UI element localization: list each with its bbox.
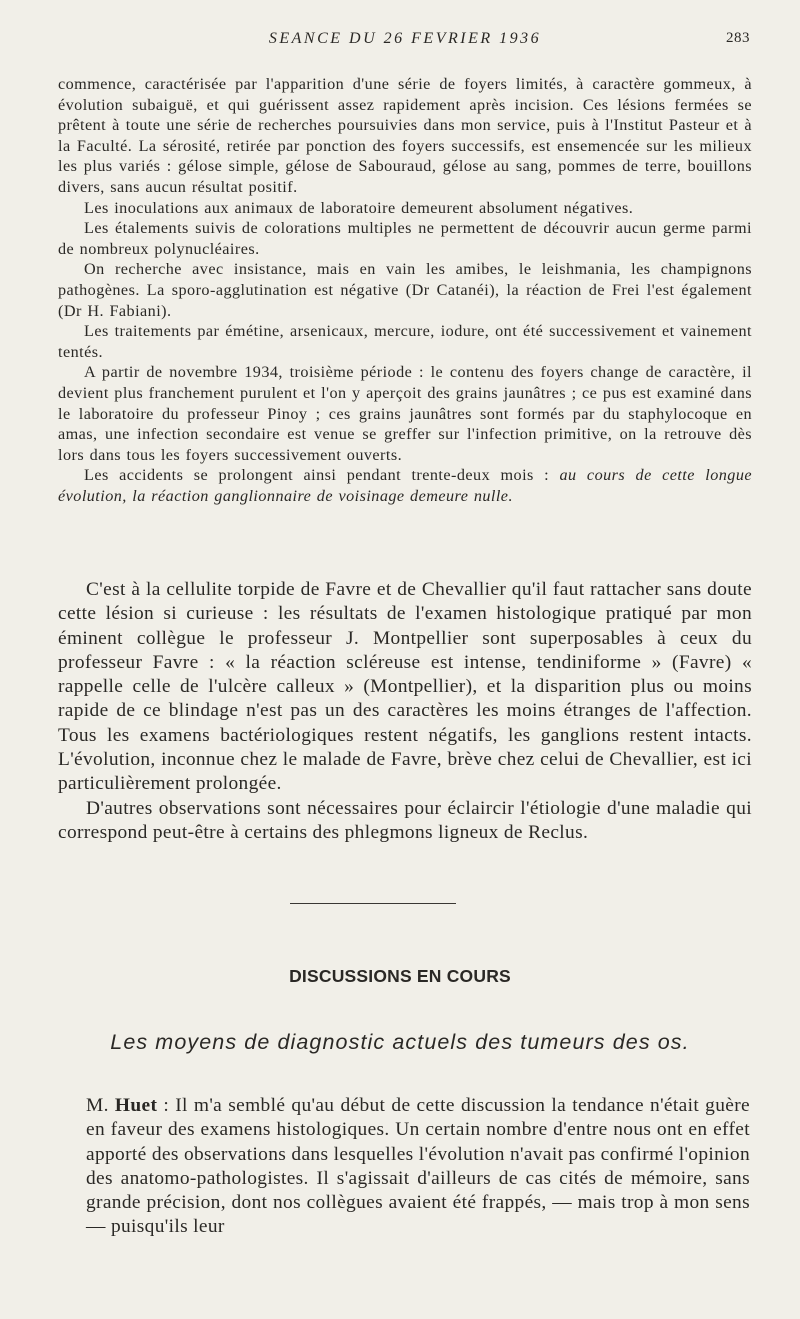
paragraph: C'est à la cellulite torpide de Favre et de Chevallier qu'il faut rattacher sans doute cette lésion si curieuse : les résultats de l'examen histologique pratiqué par mon éminent collègue le professeur J. Montpellier sont superposables à ceux du professeur Favre : « la réaction scléreuse est intense, tendiniforme » (Favre) « rappelle celle de l'ulcère calleux » (Montpellier), et la disparition plus ou moins rapide de ce blindage n'est pas un des caractères les moins étranges de l'affection. Tous les examens bactériologiques restent négatifs, les ganglions restent intacts. L'évolution, inconnue chez le malade de Favre, brève chez celui de Chevallier, est ici particulièrement prolongée. — [58, 579, 752, 795]
subsection-title: Les moyens de diagnostic actuels des tumeurs des os. — [110, 1030, 690, 1054]
running-head — [60, 30, 750, 52]
speaker-name: Huet — [114, 1095, 158, 1116]
speaker-prefix: M. — [86, 1095, 115, 1116]
paragraph: D'autres observations sont nécessaires pour éclaircir l'étiologie d'une maladie qui correspond peut-être à certains des phlegmons ligneux de Reclus. — [58, 797, 752, 843]
paragraph — [86, 1094, 750, 1240]
paragraph: On recherche avec insistance, mais en vain les amibes, le leishmania, les champignons pathogènes. La sporo-agglutination est négative (Dr Catanéi), la réaction de Frei l'est également (Dr H. Fabiani). — [58, 260, 752, 320]
page-number: 283 — [726, 30, 750, 46]
paragraph-text: Les accidents se prolongent ainsi pendant trente-deux mois : — [84, 466, 560, 485]
paragraph: Les étalements suivis de colorations multiples ne permettent de découvrir aucun germe parmi de nombreux polynucléaires. — [58, 219, 752, 258]
paragraph: Les traitements par émétine, arsenicaux, mercure, iodure, ont été successivement et vainement tentés. — [58, 322, 752, 361]
paragraph: Les inoculations aux animaux de laboratoire demeurent absolument négatives. — [84, 198, 634, 217]
paragraph-conclusion — [58, 465, 752, 506]
paragraph: commence, caractérisée par l'apparition d'une série de foyers limités, à caractère gommeux, à évolution subaiguë, et qui guérissent assez rapidement après incision. Ces lésions fermées se prêtent à toute une série de recherches poursuivies dans mon service, puis à l'Institut Pasteur et à la Faculté. La sérosité, retirée par ponction des foyers successifs, est ensemencée sur les milieux les plus variés : gélose simple, gélose de Sabouraud, gélose au sang, pommes de terre, bouillons divers, sans aucun résultat positif. — [58, 75, 752, 196]
italic-emphasis: au cours de cette longue évolution, la réaction ganglionnaire de voisinage demeure nulle. — [58, 466, 752, 505]
running-title: SEANCE DU 26 FEVRIER 1936 — [268, 30, 542, 47]
section-heading: DISCUSSIONS EN COURS — [289, 966, 511, 986]
case-report-text — [58, 74, 752, 506]
speech-text: : Il m'a semblé qu'au début de cette discussion la tendance n'était guère en faveur des examens histologiques. Un certain nombre d'entre nous ont en effet apporté des observations dans lesquelles l'évolution n'avait pas confirmé l'opinion des anatomo-pathologistes. Il s'agissait d'ailleurs de cas cités de mémoire, sans grande précision, dont nos collègues avaient été frappés, — mais trop à mon sens — puisqu'ils leur — [86, 1095, 750, 1238]
paragraph: A partir de novembre 1934, troisième période : le contenu des foyers change de caractère, il devient plus franchement purulent et l'on y aperçoit des grains jaunâtres ; ce pus est examiné dans le laboratoire du professeur Pinoy ; ces grains jaunâtres sont formés par du staphylocoque en amas, une infection secondaire est venue se greffer sur l'infection primitive, on la retrouve dès lors dans tous les foyers successivement ouverts. — [58, 363, 752, 464]
commentary-text — [58, 578, 752, 845]
discussion-text — [86, 1094, 750, 1240]
section-divider — [290, 903, 456, 904]
